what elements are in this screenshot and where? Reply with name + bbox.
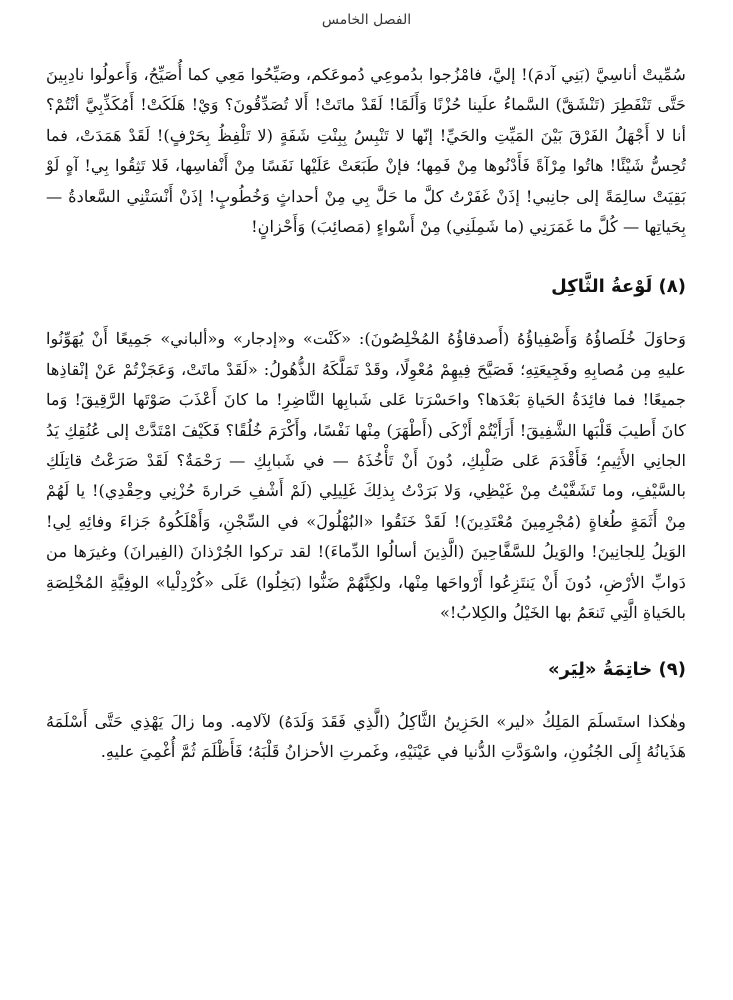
intro-paragraph: سُمِّيتْ أناسِيَّ (بَنِي آدمَ)! إليَّ، فامْزُجوا بدُموعِي دُموعَكم، وصَيِّحُوا مَعِي كما أُصَيِّحُ، وَأَعولُوا نادِبِينَ حَتَّى تَنْفَطِرَ (تَنْشَقَّ) السَّماءُ علَينا حُزْنًا وَأَلَمًا! لَقَدْ ماتَتْ! أَلا تُصَدِّقُونَ؟ وَيْ! هَلَكَتْ! أَمُكَذِّبِيَّ أنْتُمْ؟ أنا لا أَجْهَلُ الفَرْقَ بَيْنَ المَيِّتِ والحَيِّ! إنّها لا تَنْبِسُ بِبِنْتِ شَفَةٍ (لا تَلْفِظُ بِحَرْفٍ)! لَقَدْ هَمَدَتْ، فما تُحِسُّ شَيْئًا! هاتُوا مِرْآةً فَأَدْنُوها مِنْ فَمِها؛ فإنْ طَبَعَتْ عَلَيْها نَفَسًا مِنْ أَنْفاسِها، فَلا تَثِقُوا بِي! آهٍ لَوْ بَقِيَتْ سالِمَةً إلى جانِبي! إذَنْ غَفَرْتُ كلَّ ما حَلَّ بِي مِنْ أحداثٍ وَخُطُوبٍ! إذَنْ أَنْسَتْنِي السَّعادةُ — بِحَياتِها — كُلَّ ما غَمَرَنِي (ما شَمِلَنِي) مِنْ أَسْواءٍ (مَصائِبَ) وَأَحْزانٍ! [46, 65, 686, 237]
section-9-heading: (٩) خاتِمَةُ «لِيَر» [547, 658, 686, 680]
section-8-heading: (٨) لَوْعةُ الثَّاكِل [551, 276, 686, 298]
section-8-paragraph: وَحاوَلَ خُلَصاؤُهُ وَأَصْفِياؤُهُ (أَصدقاؤُهُ المُخْلِصُونَ): «كَنْت» و«إدجار» و«ألباني» جَمِيعًا أَنْ يُهَوِّنُوا عليهِ مِن مُصابِهِ وفَجِيعَتِهِ؛ فَصَيَّحَ فِيهِمْ مُعْوِلًا، وقَدْ تَمَلَّكَهُ الذُّهُولُ: «لَقَدْ ماتَتْ، وَعَجَزْتُمْ عَنْ إنْقاذِها جميعًا! فما فائِدَةُ الحَياةِ بَعْدَها؟ واحَسْرَتا عَلى شَبابِها النَّاضِرِ! ما كانَ أَعْذَبَ صَوْتَها الرَّقِيقَ! وَما كانَ أَطيبَ قَلْبَها الشَّفِيقَ! أَرَأَيْتُمْ أَزْكَى (أَطْهَرَ) مِنْها نَفْسًا، وأَكْرَمَ خُلُقًا؟ فَكَيْفَ امْتَدَّتْ إلى عُنُقِكِ يَدُ الجانِي الأَثِيمِ؛ فَأَقْدَمَ عَلى صَلْبِكِ، دُونَ أَنْ تَأْخُذَهُ — في شَبابِكِ — رَحْمَةٌ؟ لَقَدْ صَرَعْتُ قاتِلَكِ بالسَّيْفِ، وما تَشَفَّيْتُ مِنْ غَيْظِي، وَلا بَرَدْتُ بِذلِكَ غَلِيلِي (لَمْ أَشْفِ حَرارةَ حُزْنِي وحِقْدِي)! يا لَهُمْ مِنْ أَثَمَةٍ طُغاةٍ (مُجْرِمِينَ مُعْتَدِينَ)! لَقَدْ خَنَقُوا «البُهْلُولَ» في السِّجْنِ، وَأَهْلَكُوهُ جَزاءَ وفائِهِ لِي! الوَيلُ لِلجانِينَ! والوَيلُ للسَّفَّاحِينَ (الَّذِينَ أسالُوا الدِّماءَ)! لقد تركوا الجُرْذانَ (الفِيرانَ) وغيرَها من دَوابِّ الأرْضِ، دُونَ أَنْ يَنتَزِعُوا أَرْواحَها مِنْها، ولكِنَّهُمْ ضَنُّوا (بَخِلُوا) عَلَى «كُرْدِلْيا» الوفِيَّةِ المُخْلِصَةِ بالحَياةِ الَّتِي تَنعَمُ بها الخَيْلُ والكِلابُ!» [46, 329, 686, 623]
page-body [46, 60, 686, 767]
running-head: الفصل الخامس [321, 12, 412, 28]
section-9-paragraph: وهٰكذا استَسلَمَ المَلِكُ «لير» الحَزِينُ الثَّاكِلُ (الَّذِي فَقَدَ وَلَدَهُ) لآلامِه. وما زالَ يَهْذِي حَتَّى أَسْلَمَهُ هَذَيانُهُ إِلَى الجُنُونِ، واسْوَدَّتِ الدُّنيا في عَيْنَيْهِ، وغَمرتِ الأحزانُ قَلْبَهُ؛ فَأَظْلَمَ ثُمَّ أُغْمِيَ عليهِ. [46, 711, 686, 761]
